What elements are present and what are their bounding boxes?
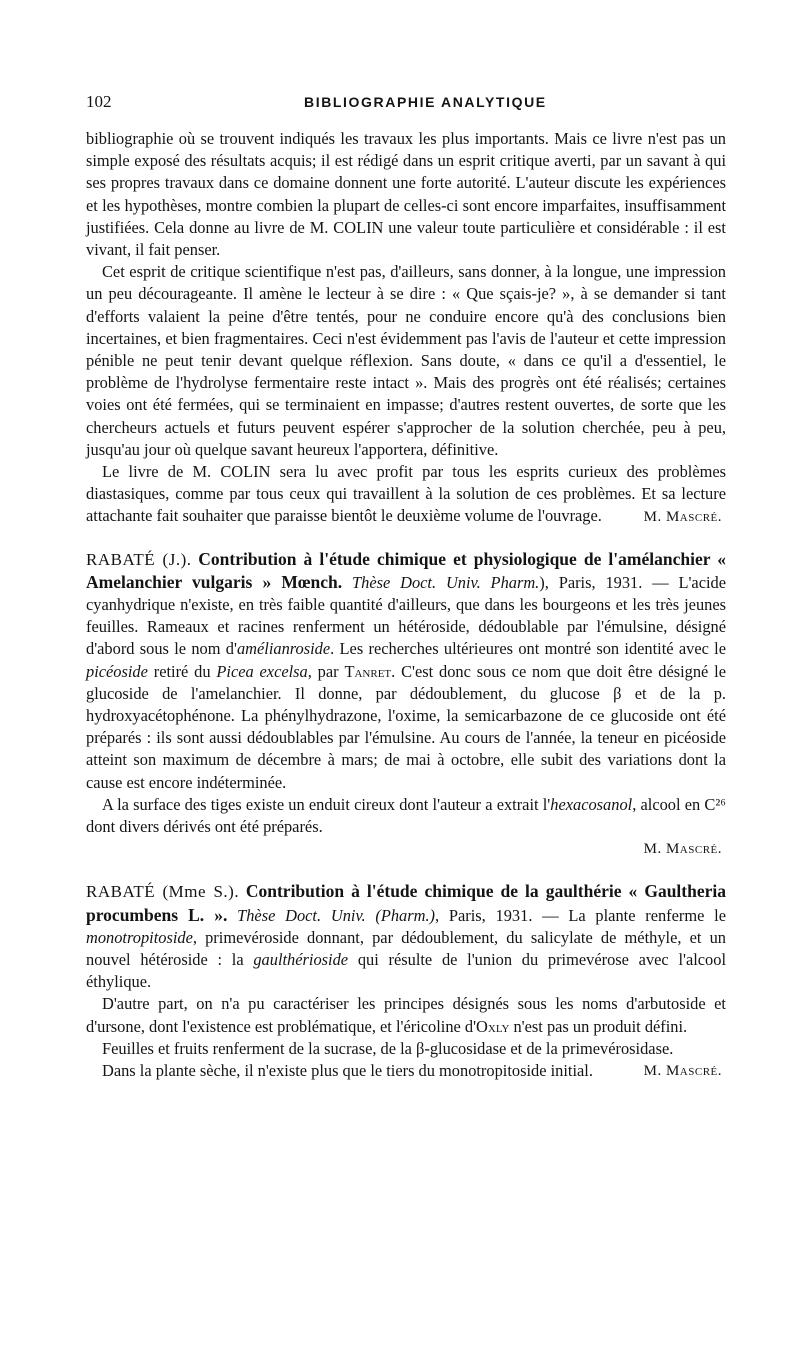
entry-term: amélianroside (236, 639, 331, 659)
entry-term: gaulthérioside (253, 949, 349, 969)
signature-initial: M. (643, 1063, 662, 1080)
entry-author: RABATÉ (J.). (86, 549, 192, 569)
entry-author: RABATÉ (Mme S.). (86, 882, 240, 902)
page-header (86, 92, 726, 118)
signature-name: Mascré. (665, 508, 722, 525)
entry-paragraph (86, 880, 726, 993)
entry-text: , Paris, 1931. — La plante renferme le (435, 905, 726, 925)
entry-paragraph (86, 993, 726, 1037)
signature-name: Mascré. (665, 841, 722, 858)
entry-term: picéoside (86, 661, 148, 681)
page (86, 92, 726, 1082)
entry-term: hexacosanol (550, 794, 633, 814)
entry-person: Oxly (476, 1016, 510, 1036)
entry-text: , primevéroside donnant, par dédoublement, du salicylate de méthyle, et un nouvel hétéroside : la (86, 927, 726, 969)
review-rabate-gaultherie (86, 880, 726, 1082)
entry-paragraph: Feuilles et fruits renferment de la sucrase, de la β-glucosidase et de la primevérosidase. (102, 1038, 674, 1058)
entry-title: Contribution à l'étude chimique de la gaulthérie « Gaultheria procumbens L. ». (86, 881, 726, 925)
entry-paragraph (86, 548, 726, 794)
entry-thesis: Thèse Doct. Univ. Pharm. (352, 572, 540, 592)
entry-person: Tanret (344, 661, 392, 681)
entry-text: . C'est donc sous ce nom que doit être désigné le glucoside de l'amelanchier. Il donne, par dédoublement, du glucose β et de la p. hydroxyacétophénone. La phénylhydrazone, l'oxime, la semicarbazone de ce glucoside ont été préparés : ils sont aussi dédoublables par l'émulsine. Au cours de l'année, la teneur en picéoside atteint son maximum de décembre à mars; de mai à octobre, elle subit des variations dont la cause est encore indéterminée. (86, 661, 726, 792)
running-title: BIBLIOGRAPHIE ANALYTIQUE (304, 94, 547, 110)
page-number: 102 (86, 92, 112, 111)
entry-text: qui résulte de l'union du primevérose avec l'alcool éthylique. (86, 949, 726, 992)
signature-initial: M. (643, 508, 662, 525)
signature-initial: M. (643, 841, 662, 858)
review-rabate-amelanchier (86, 548, 726, 861)
entry-term: Picea excelsa (216, 661, 308, 681)
entry-text: , alcool en C²⁶ dont divers dérivés ont été préparés. (86, 794, 726, 837)
entry-text: retiré du (147, 661, 217, 681)
entry-paragraph (86, 794, 726, 838)
entry-text: , par (307, 661, 345, 681)
entry-thesis: Thèse Doct. Univ. (Pharm.) (237, 905, 436, 925)
entry-paragraph: Dans la plante sèche, il n'existe plus que le tiers du monotropitoside initial. (102, 1060, 593, 1080)
entry-title: Contribution à l'étude chimique et physiologique de l'amélanchier « Amelanchier vulgaris » Mœnch. (86, 548, 726, 592)
entry-text: A la surface des tiges existe un enduit cireux dont l'auteur a extrait l' (102, 794, 551, 814)
review-colin (86, 128, 726, 528)
entry-text: ), Paris, 1931. — L'acide cyanhydrique n'existe, en très faible quantité d'ailleurs, que dans les bourgeons et les très jeunes feuilles. Rameaux et racines renferment un hétéroside, dédoublable par l'émulsine, désigné d'abord sous le nom d' (86, 572, 726, 659)
review-paragraph: Le livre de M. COLIN sera lu avec profit par tous les esprits curieux des problèmes diastasiques, comme par tous ceux qui travaillent à la solution de ces problèmes. Et sa lecture attachante fait souhaiter que paraisse bientôt le deuxième volume de l'ouvrage. (86, 462, 726, 526)
entry-text: . Les recherches ultérieures ont montré son identité avec le (330, 639, 726, 659)
review-paragraph: Cet esprit de critique scientifique n'est pas, d'ailleurs, sans donner, à la longue, une impression un peu décourageante. Il amène le lecteur à se dire : « Que sçais-je? », à se demander si tant d'efforts valaient la peine d'être tentés, pour ne conduire encore qu'à des conclusions bien incertaines, et bien fragmentaires. Ceci n'est évidemment pas l'avis de l'auteur et cette impression pénible ne peut tenir devant quelque réflexion. Sans doute, « dans ce qu'il a d'essentiel, le problème de l'hydrolyse fermentaire reste intact ». Mais des progrès ont été réalisés; certaines voies ont été fermées, qui se terminaient en impasse; d'autres restent ouvertes, de sorte que les chercheurs actuels et futurs peuvent espérer s'approcher de la solution cherchée, peu à peu, jusqu'au jour où quelque savant heureux l'apportera, définitive. (86, 262, 726, 459)
entry-term: monotropitoside (86, 927, 193, 947)
signature-name: Mascré. (665, 1063, 722, 1080)
entry-text: D'autre part, on n'a pu caractériser les principes désignés sous les noms d'arbutoside et d'ursone, dont l'existence est problématique, et l'éricoline d' (86, 994, 726, 1036)
review-paragraph: bibliographie où se trouvent indiqués les travaux les plus importants. Mais ce livre n'est pas un simple exposé des résultats acquis; il est rédigé dans un esprit critique averti, par un savant à qui ses propres travaux dans ce domaine donnent une forte autorité. L'auteur discute les expériences et les hypothèses, montre combien la plupart de celles-ci sont encore imparfaites, insuffisamment justifiées. Cela donne au livre de M. COLIN une valeur toute particulière et considérable : il est vivant, il fait penser. (86, 129, 726, 260)
entry-text: n'est pas un produit défini. (509, 1016, 688, 1036)
signature (86, 838, 726, 860)
